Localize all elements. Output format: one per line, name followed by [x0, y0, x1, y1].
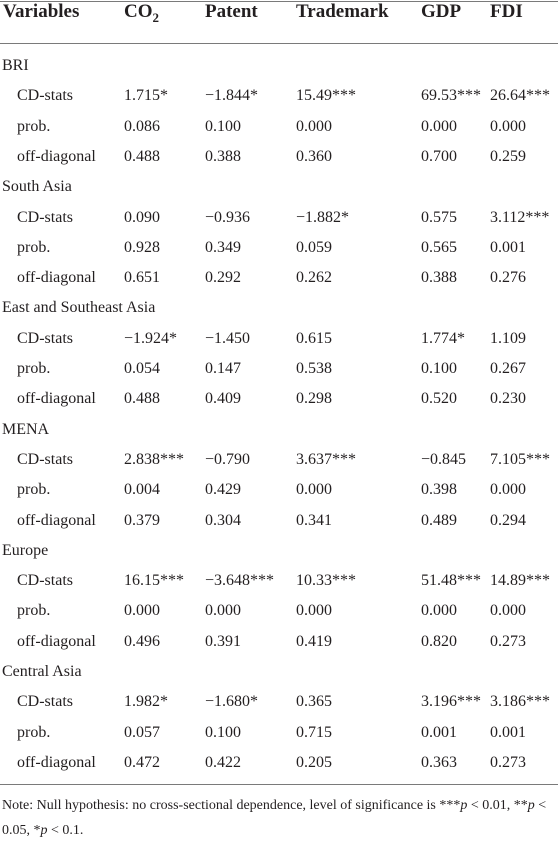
trademark-value: 0.538 [296, 360, 332, 377]
gdp-value: 0.489 [421, 511, 457, 529]
row-label: CD-stats [17, 572, 73, 590]
table-row [0, 238, 558, 268]
co2-value: 0.379 [124, 511, 160, 529]
row-label: prob. [17, 481, 51, 499]
row-label: CD-stats [17, 693, 73, 711]
trademark-value: 0.360 [296, 147, 332, 165]
trademark-value: 0.615 [296, 329, 332, 347]
trademark-value: 15.49*** [296, 87, 356, 105]
fdi-value: 0.273 [490, 753, 526, 771]
patent-value: −0.936 [205, 208, 251, 226]
header-co2 [124, 0, 159, 26]
gdp-value: 3.196*** [421, 693, 481, 711]
fdi-value: 7.105*** [490, 450, 550, 468]
header-variables: Variables [3, 1, 80, 22]
patent-value: 0.292 [205, 269, 241, 287]
co2-value: 0.651 [124, 269, 160, 287]
trademark-value: 10.33*** [296, 572, 356, 590]
fdi-value: 0.000 [490, 602, 526, 620]
row-label: off-diagonal [17, 269, 96, 287]
table-row [0, 117, 558, 147]
table-row [0, 692, 558, 722]
patent-value: 0.000 [205, 602, 241, 620]
table-row [0, 632, 558, 662]
co2-value: 0.000 [124, 602, 160, 620]
group-row [0, 662, 558, 692]
table-row [0, 571, 558, 601]
co2-value: 0.086 [124, 117, 160, 135]
patent-value: −3.648*** [205, 572, 275, 590]
fdi-value: 1.109 [490, 329, 526, 347]
fdi-value: 0.001 [490, 723, 526, 741]
note-p-symbol-1: p [460, 798, 468, 813]
table-row [0, 601, 558, 631]
gdp-value: 0.000 [421, 117, 457, 135]
row-label: prob. [17, 723, 51, 741]
gdp-value: 0.363 [421, 753, 457, 771]
co2-value: 16.15*** [124, 572, 184, 590]
gdp-value: 0.000 [421, 602, 457, 620]
trademark-value: 0.419 [296, 632, 332, 650]
patent-value: 0.388 [205, 147, 241, 165]
header-trademark: Trademark [296, 1, 389, 22]
patent-value: 0.349 [205, 238, 241, 256]
gdp-value: 0.575 [421, 208, 457, 226]
co2-value: −1.924* [124, 329, 178, 347]
table-row [0, 329, 558, 359]
fdi-value: 26.64*** [490, 87, 550, 105]
note-part-4: < 0.1. [47, 823, 84, 838]
row-label: prob. [17, 602, 51, 620]
group-label: Central Asia [2, 663, 82, 680]
co2-value: 0.057 [124, 723, 160, 741]
fdi-value: 14.89*** [490, 572, 550, 590]
trademark-value: 0.341 [296, 511, 332, 529]
header-gdp: GDP [421, 1, 462, 22]
patent-value: 0.391 [205, 632, 241, 650]
co2-value: 0.928 [124, 238, 160, 256]
trademark-value: 0.365 [296, 693, 332, 711]
group-label: MENA [2, 420, 50, 438]
fdi-value: 0.294 [490, 511, 526, 529]
group-row [0, 56, 558, 86]
row-label: off-diagonal [17, 511, 96, 529]
patent-value: 0.422 [205, 753, 241, 771]
gdp-value: 0.388 [421, 269, 457, 287]
table-row [0, 86, 558, 116]
row-label: off-diagonal [17, 390, 96, 408]
fdi-value: 0.001 [490, 238, 526, 256]
header-co2-subscript: 2 [152, 9, 159, 25]
trademark-value: 0.298 [296, 390, 332, 408]
trademark-value: 3.637*** [296, 450, 356, 468]
row-label: prob. [17, 360, 51, 377]
co2-value: 0.488 [124, 147, 160, 165]
co2-value: 0.054 [124, 360, 160, 377]
co2-value: 0.090 [124, 208, 160, 226]
note-part-1: Note: Null hypothesis: no cross-sectional dependence, level of significance is *** [2, 798, 461, 813]
gdp-value: 0.001 [421, 723, 457, 741]
fdi-value: 0.230 [490, 390, 526, 408]
row-label: off-diagonal [17, 753, 96, 771]
patent-value: 0.429 [205, 481, 241, 499]
group-row [0, 420, 558, 450]
trademark-value: 0.262 [296, 269, 332, 287]
row-label: CD-stats [17, 450, 73, 468]
group-label: BRI [2, 57, 29, 74]
group-row [0, 298, 558, 328]
gdp-value: 0.565 [421, 238, 457, 256]
table-row [0, 208, 558, 238]
gdp-value: 51.48*** [421, 572, 481, 590]
gdp-value: 69.53*** [421, 87, 481, 105]
gdp-value: 0.398 [421, 481, 457, 499]
fdi-value: 0.267 [490, 360, 526, 377]
trademark-value: 0.000 [296, 481, 332, 499]
co2-value: 1.982* [124, 693, 168, 711]
gdp-value: −0.845 [421, 450, 467, 468]
row-label: off-diagonal [17, 147, 96, 165]
header-fdi: FDI [490, 1, 523, 22]
co2-value: 1.715* [124, 87, 168, 105]
table-row [0, 268, 558, 298]
co2-value: 0.488 [124, 390, 160, 408]
table-row [0, 511, 558, 541]
co2-value: 2.838*** [124, 450, 184, 468]
patent-value: 0.100 [205, 117, 241, 135]
trademark-value: 0.205 [296, 753, 332, 771]
trademark-value: 0.715 [296, 723, 332, 741]
co2-value: 0.496 [124, 632, 160, 650]
header-rule [0, 43, 558, 44]
table-row [0, 389, 558, 419]
patent-value: 0.409 [205, 390, 241, 408]
gdp-value: 0.520 [421, 390, 457, 408]
group-row [0, 541, 558, 571]
header-patent: Patent [205, 1, 258, 22]
table-row [0, 359, 558, 389]
gdp-value: 1.774* [421, 329, 465, 347]
patent-value: 0.304 [205, 511, 241, 529]
patent-value: −0.790 [205, 450, 251, 468]
table-row [0, 723, 558, 753]
fdi-value: 0.259 [490, 147, 526, 165]
gdp-value: 0.700 [421, 147, 457, 165]
gdp-value: 0.820 [421, 632, 457, 650]
group-label: South Asia [2, 178, 72, 196]
note-p-symbol-3: p [40, 823, 48, 838]
patent-value: −1.844* [205, 87, 259, 105]
gdp-value: 0.100 [421, 360, 457, 377]
header-co2-base: CO [124, 1, 153, 22]
fdi-value: 0.000 [490, 481, 526, 499]
row-label: prob. [17, 117, 51, 135]
trademark-value: −1.882* [296, 208, 350, 226]
bottom-rule [0, 784, 558, 785]
row-label: CD-stats [17, 208, 73, 226]
table-row [0, 480, 558, 510]
group-row [0, 177, 558, 207]
trademark-value: 0.059 [296, 238, 332, 256]
row-label: CD-stats [17, 87, 73, 105]
patent-value: −1.450 [205, 329, 251, 347]
patent-value: 0.147 [205, 360, 241, 377]
note-part-3: < 0.05, * [2, 798, 547, 838]
trademark-value: 0.000 [296, 117, 332, 135]
fdi-value: 3.112*** [490, 208, 550, 226]
fdi-value: 0.000 [490, 117, 526, 135]
co2-value: 0.004 [124, 481, 160, 499]
row-label: prob. [17, 238, 51, 256]
fdi-value: 3.186*** [490, 693, 550, 711]
table-row [0, 147, 558, 177]
trademark-value: 0.000 [296, 602, 332, 620]
group-label: Europe [2, 541, 49, 559]
table-row [0, 450, 558, 480]
table-row [0, 753, 558, 783]
row-label: off-diagonal [17, 632, 96, 650]
note-part-2: < 0.01, ** [467, 798, 528, 813]
patent-value: −1.680* [205, 693, 259, 711]
patent-value: 0.100 [205, 723, 241, 741]
group-label: East and Southeast Asia [2, 299, 156, 317]
co2-value: 0.472 [124, 753, 160, 771]
fdi-value: 0.273 [490, 632, 526, 650]
header-row [0, 0, 558, 44]
note-p-symbol-2: p [527, 798, 535, 813]
row-label: CD-stats [17, 329, 73, 347]
fdi-value: 0.276 [490, 269, 526, 287]
